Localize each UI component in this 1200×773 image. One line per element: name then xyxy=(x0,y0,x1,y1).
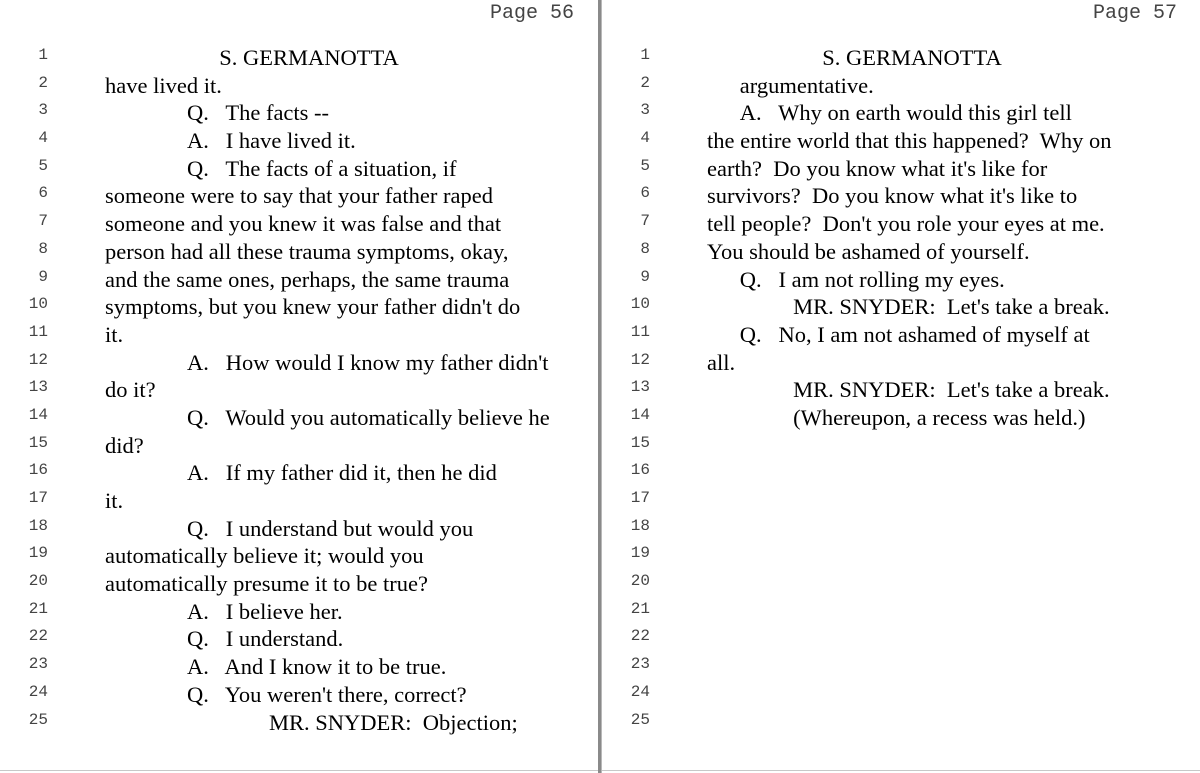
line-number: 1 xyxy=(640,46,650,64)
line-text: have lived it. xyxy=(105,72,222,98)
line-number: 17 xyxy=(28,489,48,507)
transcript-line xyxy=(602,570,1200,598)
transcript-line xyxy=(602,681,1200,709)
transcript-line xyxy=(0,99,598,127)
page-bottom-rule xyxy=(0,770,598,771)
line-number: 1 xyxy=(38,46,48,64)
page-bottom-rule xyxy=(602,770,1200,771)
line-number: 8 xyxy=(640,239,650,258)
line-text: A. I have lived it. xyxy=(187,128,356,154)
line-text: Q. The facts -- xyxy=(187,100,330,126)
line-number: 25 xyxy=(28,710,48,729)
line-number: 18 xyxy=(630,516,650,535)
page-header: Page 57 xyxy=(1092,2,1177,25)
line-number: 20 xyxy=(28,572,48,591)
transcript-line xyxy=(602,266,1200,294)
line-text: automatically presume it to be true? xyxy=(105,571,429,597)
line-text: A. How would I know my father didn't xyxy=(187,349,549,375)
transcript-line xyxy=(0,349,598,377)
transcript-line xyxy=(602,515,1200,543)
transcript-line xyxy=(0,570,598,598)
line-number: 22 xyxy=(630,627,650,646)
transcript-line xyxy=(0,432,598,460)
line-text: Q. Would you automatically believe he xyxy=(187,404,550,430)
transcript-line xyxy=(0,321,598,349)
line-number: 23 xyxy=(28,655,48,674)
transcript-line xyxy=(602,653,1200,681)
line-text: A. Why on earth would this girl tell xyxy=(739,100,1072,126)
transcript-line xyxy=(602,99,1200,127)
line-number: 13 xyxy=(630,378,650,397)
transcript-line xyxy=(602,293,1200,321)
transcript-line xyxy=(0,210,598,238)
transcript-line xyxy=(0,515,598,543)
transcript-line xyxy=(602,210,1200,238)
transcript-line xyxy=(602,542,1200,570)
line-number: 15 xyxy=(630,433,650,452)
transcript-line xyxy=(602,72,1200,100)
line-number: 11 xyxy=(28,322,48,341)
transcript-line xyxy=(0,598,598,626)
transcript-line xyxy=(602,182,1200,210)
line-text: it. xyxy=(105,321,124,347)
line-text: A. If my father did it, then he did xyxy=(187,460,497,486)
transcript-line xyxy=(0,238,598,266)
line-text: A. And I know it to be true. xyxy=(187,654,447,680)
transcript-line xyxy=(0,681,598,709)
line-number: 16 xyxy=(630,461,650,480)
line-text: Q. I understand but would you xyxy=(187,515,474,541)
transcript-line xyxy=(0,404,598,432)
line-number: 7 xyxy=(640,212,650,231)
line-text: Q. I understand. xyxy=(187,626,344,652)
line-text: all. xyxy=(707,349,736,375)
line-text: MR. SNYDER: Let's take a break. xyxy=(793,377,1110,403)
line-text: do it? xyxy=(105,377,156,403)
line-text: someone and you knew it was false and that xyxy=(105,211,502,237)
line-text: Q. I am not rolling my eyes. xyxy=(739,266,1005,292)
line-number: 21 xyxy=(630,599,650,618)
transcript-line xyxy=(0,44,598,72)
line-number: 14 xyxy=(630,405,650,424)
line-text: symptoms, but you knew your father didn't do xyxy=(105,294,521,320)
transcript-line xyxy=(0,182,598,210)
line-number: 24 xyxy=(28,682,48,701)
line-text: automatically believe it; would you xyxy=(105,543,424,569)
transcript-line xyxy=(602,44,1200,72)
line-number: 23 xyxy=(630,655,650,674)
line-text: survivors? Do you know what it's like to xyxy=(707,183,1078,209)
line-text: argumentative. xyxy=(739,72,874,98)
transcript-line xyxy=(602,376,1200,404)
page-header: Page 56 xyxy=(489,2,574,25)
line-text: it. xyxy=(105,488,124,513)
line-text: tell people? Don't you role your eyes at me. xyxy=(707,211,1105,237)
transcript-line xyxy=(0,266,598,294)
line-text: someone were to say that your father raped xyxy=(105,183,493,209)
transcript-line xyxy=(602,432,1200,460)
line-number: 15 xyxy=(28,433,48,452)
line-text: Q. The facts of a situation, if xyxy=(187,155,457,181)
transcript-line xyxy=(0,155,598,183)
line-number: 16 xyxy=(28,461,48,480)
line-text: the entire world that this happened? Why on xyxy=(707,128,1112,154)
transcript-line xyxy=(602,238,1200,266)
transcript-line xyxy=(602,404,1200,432)
line-number: 2 xyxy=(640,73,650,92)
line-number: 12 xyxy=(28,350,48,369)
transcript-line xyxy=(602,349,1200,377)
transcript-line xyxy=(602,709,1200,737)
transcript-line xyxy=(602,155,1200,183)
transcript-line xyxy=(602,321,1200,349)
line-text: Q. You weren't there, correct? xyxy=(187,681,467,707)
line-number: 3 xyxy=(640,101,650,120)
line-number: 5 xyxy=(38,156,48,175)
transcript-line xyxy=(0,127,598,155)
line-number: 2 xyxy=(38,73,48,92)
line-text: You should be ashamed of yourself. xyxy=(707,238,1030,264)
line-number: 9 xyxy=(640,267,650,286)
line-text: earth? Do you know what it's like for xyxy=(707,155,1048,181)
line-number: 17 xyxy=(630,489,650,507)
line-number: 20 xyxy=(630,572,650,591)
line-number: 25 xyxy=(630,710,650,729)
line-number: 6 xyxy=(640,184,650,203)
line-number: 24 xyxy=(630,682,650,701)
transcript-line xyxy=(0,487,598,515)
transcript-lines xyxy=(0,44,598,736)
line-number: 12 xyxy=(630,350,650,369)
line-text: S. GERMANOTTA xyxy=(219,45,399,70)
transcript-line xyxy=(0,376,598,404)
line-number: 7 xyxy=(38,212,48,231)
line-number: 18 xyxy=(28,516,48,535)
line-number: 8 xyxy=(38,239,48,258)
transcript-lines xyxy=(602,44,1200,736)
transcript-line xyxy=(602,598,1200,626)
transcript-page-57 xyxy=(601,0,1200,773)
line-number: 19 xyxy=(630,544,650,563)
line-number: 19 xyxy=(28,544,48,563)
line-number: 4 xyxy=(38,129,48,148)
line-text: A. I believe her. xyxy=(187,598,343,624)
transcript-line xyxy=(602,625,1200,653)
line-text: (Whereupon, a recess was held.) xyxy=(793,404,1086,430)
transcript-line xyxy=(0,653,598,681)
line-number: 22 xyxy=(28,627,48,646)
line-text: person had all these trauma symptoms, okay, xyxy=(105,238,509,264)
transcript-line xyxy=(602,459,1200,487)
line-number: 10 xyxy=(630,295,650,314)
line-number: 9 xyxy=(38,267,48,286)
transcript-line xyxy=(0,709,598,737)
line-number: 11 xyxy=(630,322,650,341)
line-number: 6 xyxy=(38,184,48,203)
line-text: Q. No, I am not ashamed of myself at xyxy=(739,321,1090,347)
transcript-page-56 xyxy=(0,0,599,773)
line-number: 10 xyxy=(28,295,48,314)
line-number: 3 xyxy=(38,101,48,120)
line-text: MR. SNYDER: Objection; xyxy=(269,709,518,735)
transcript-line xyxy=(0,72,598,100)
line-number: 4 xyxy=(640,129,650,148)
line-number: 21 xyxy=(28,599,48,618)
line-text: S. GERMANOTTA xyxy=(822,45,1002,70)
transcript-line xyxy=(0,293,598,321)
line-number: 13 xyxy=(28,378,48,397)
transcript-line xyxy=(0,625,598,653)
line-number: 5 xyxy=(640,156,650,175)
transcript-line xyxy=(602,127,1200,155)
line-text: and the same ones, perhaps, the same trauma xyxy=(105,266,510,292)
line-number: 14 xyxy=(28,405,48,424)
transcript-line xyxy=(0,459,598,487)
transcript-line xyxy=(602,487,1200,515)
transcript-line xyxy=(0,542,598,570)
line-text: MR. SNYDER: Let's take a break. xyxy=(793,294,1110,320)
line-text: did? xyxy=(105,432,144,458)
